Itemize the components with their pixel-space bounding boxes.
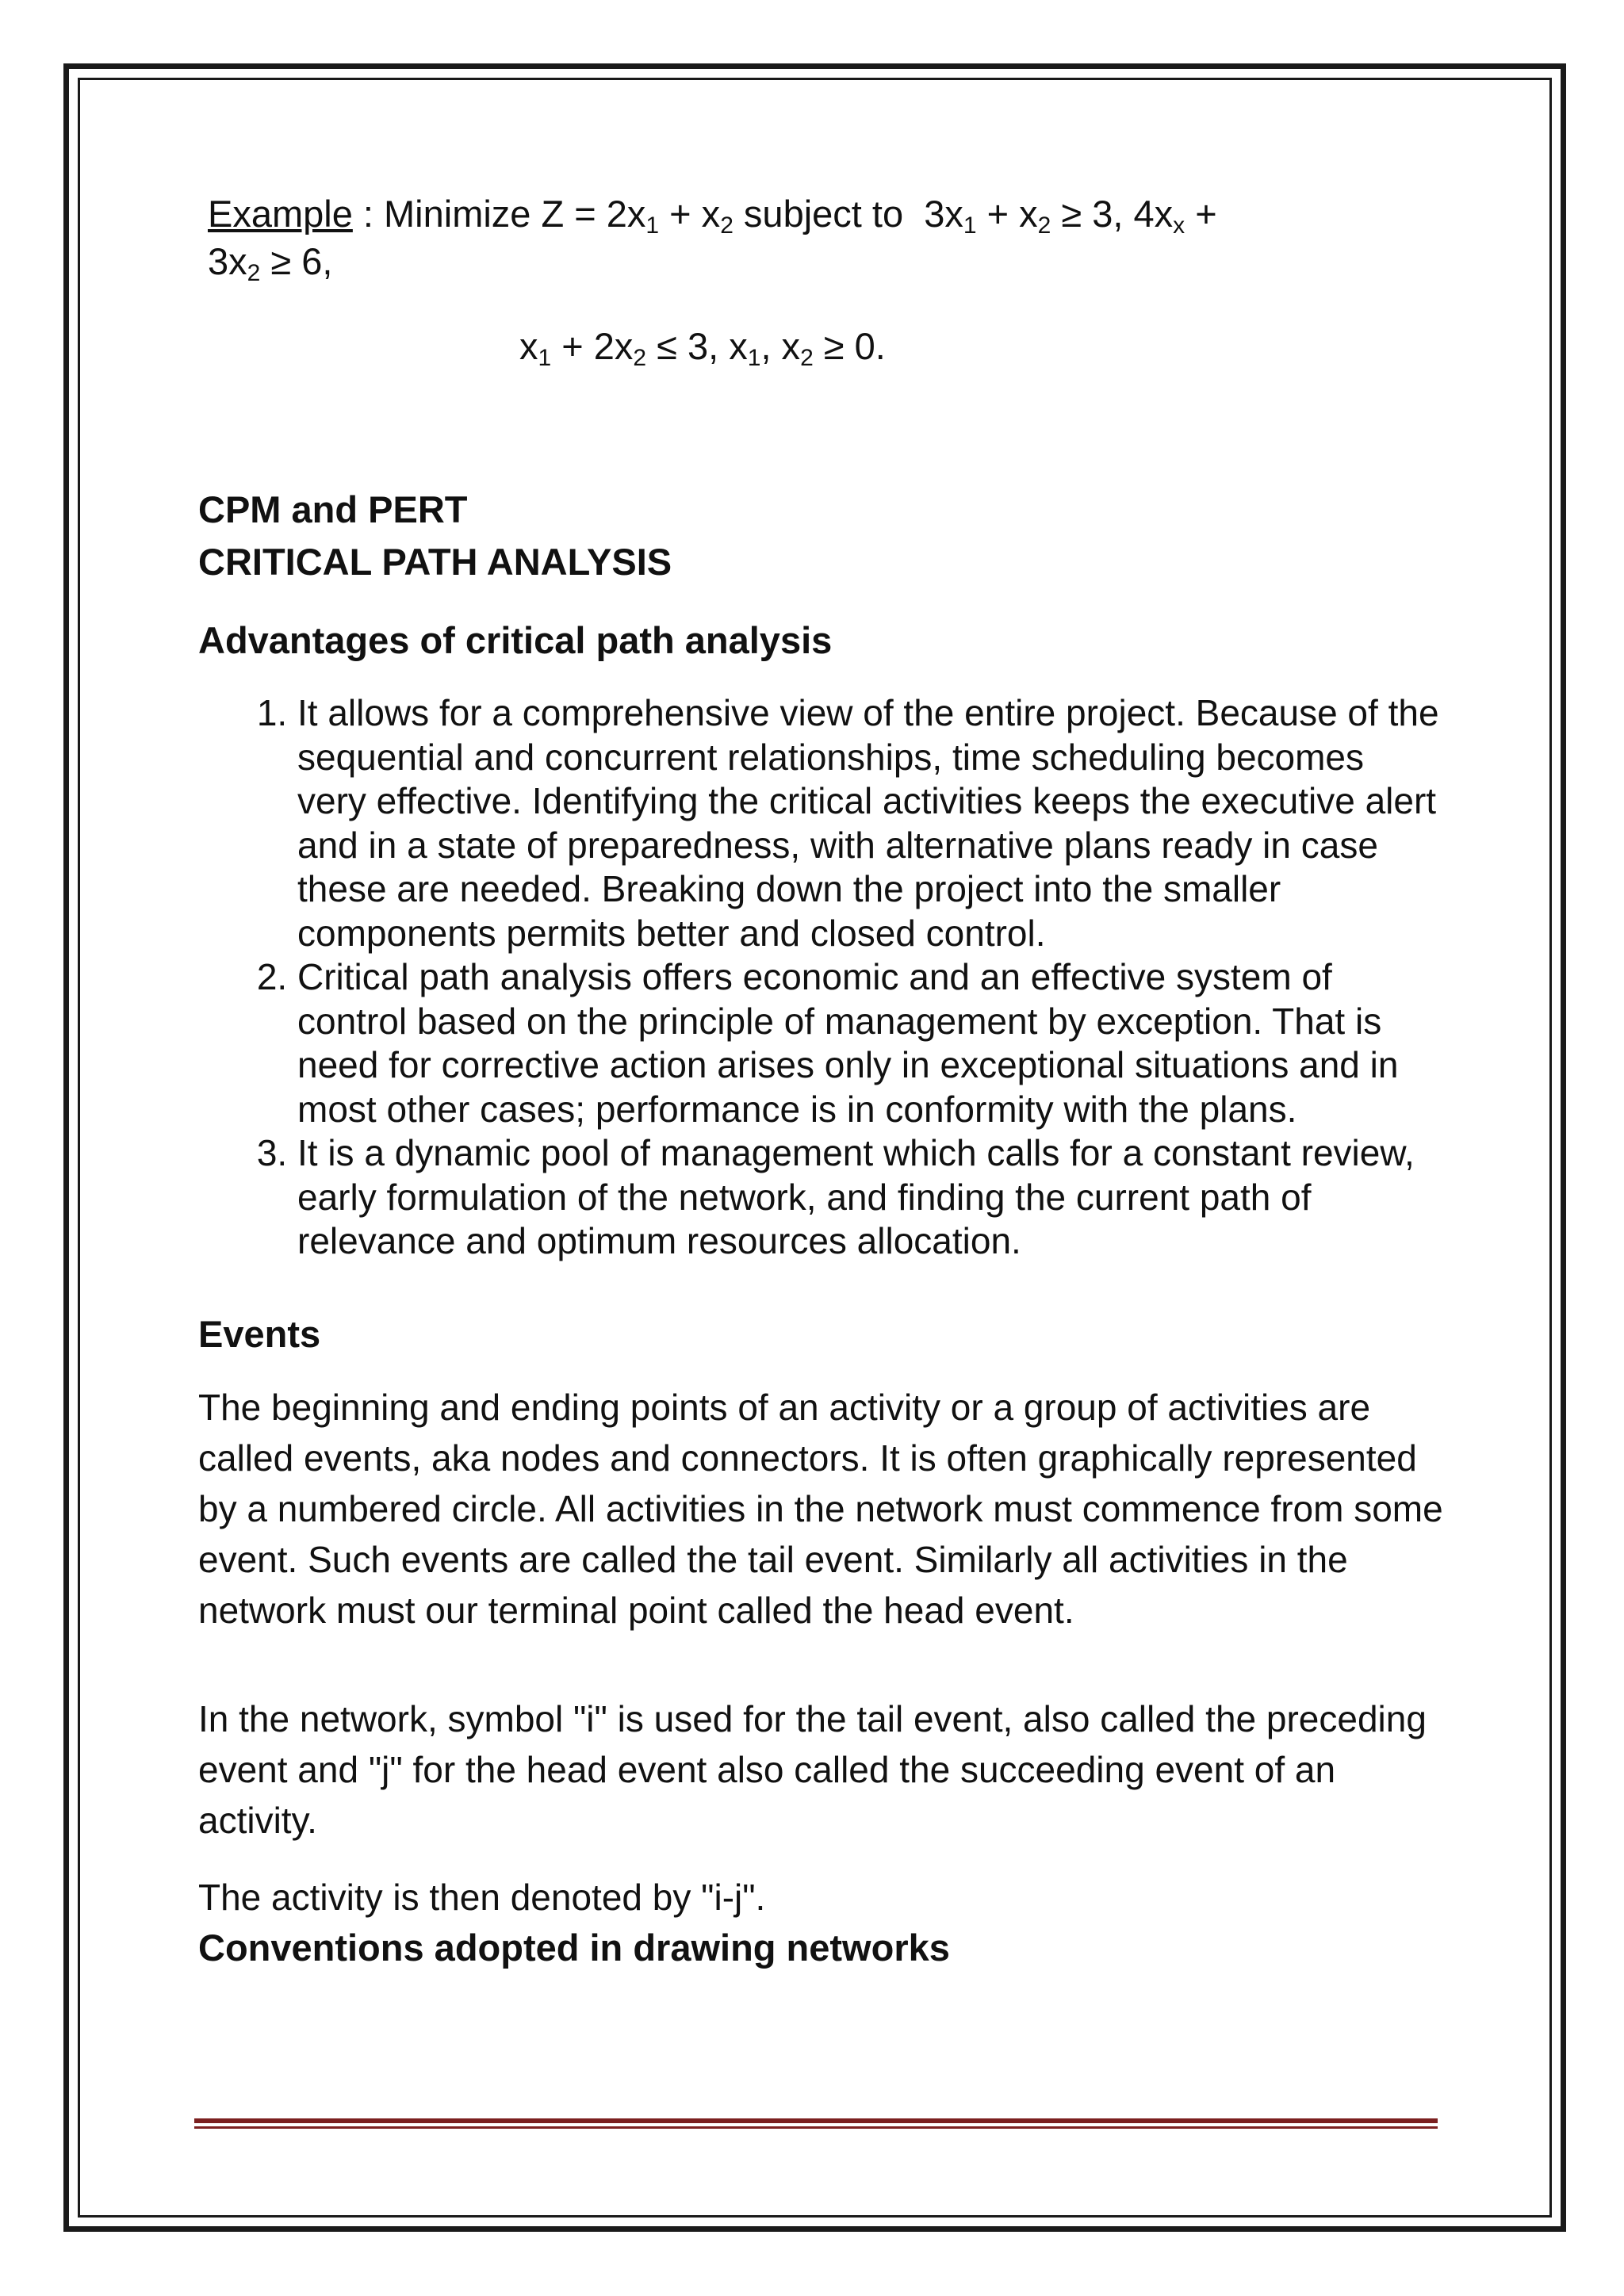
heading-critical-path-analysis: CRITICAL PATH ANALYSIS [198, 541, 672, 583]
list-item: 3. It is a dynamic pool of management which calls for a constant review, early formulation of the network, and finding the current path of relevance and optimum resources allocation. [297, 1131, 1439, 1264]
heading-cpm-pert: CPM and PERT [198, 488, 468, 530]
heading-events: Events [198, 1313, 321, 1355]
list-item: 2. Critical path analysis offers economic and an effective system of control based on the principle of management by exception. That is need for corrective action arises only in exceptional situations and in most other cases; performance is in conformity with the plans. [297, 955, 1439, 1131]
heading-conventions: Conventions adopted in drawing networks [198, 1927, 950, 1969]
heading-advantages: Advantages of critical path analysis [198, 619, 833, 661]
advantages-list [198, 691, 1439, 1264]
paragraph-events-definition: The beginning and ending points of an activity or a group of activities are called events, aka nodes and connectors. It is often graphically represented by a numbered circle. All activities in the network must commence from some event. Such events are called the tail event. Similarly all activities in the network must our terminal point called the head event. [198, 1387, 1443, 1631]
example-label: Example [208, 193, 353, 235]
example-text: : Minimize $Z = 2x_1 + x_2$ subject to $3x_1 + x_2 \ge 3$, $4x_x$ + $3x_2 \ge 6$, [208, 193, 1217, 286]
paragraph-denotation: The activity is then denoted by "i-j". [198, 1877, 766, 1918]
list-item: 1. It allows for a comprehensive view of the entire project. Because of the sequential and concurrent relationships, time scheduling becomes very effective. Identifying the critical activities keeps the executive alert and in a state of preparedness, with alternative plans ready in case these are needed. Breaking down the project into the smaller components permits better and closed control. [297, 691, 1439, 955]
example-problem [208, 190, 1445, 285]
example-constraints: $x_1 + 2x_2 \le 3$, $x_1$, $x_2 \ge 0$. [519, 325, 886, 371]
paragraph-symbols: In the network, symbol "i" is used for the tail event, also called the preceding event and "j" for the head event also called the succeeding event of an activity. [198, 1698, 1427, 1841]
footer-rule [194, 2118, 1438, 2129]
